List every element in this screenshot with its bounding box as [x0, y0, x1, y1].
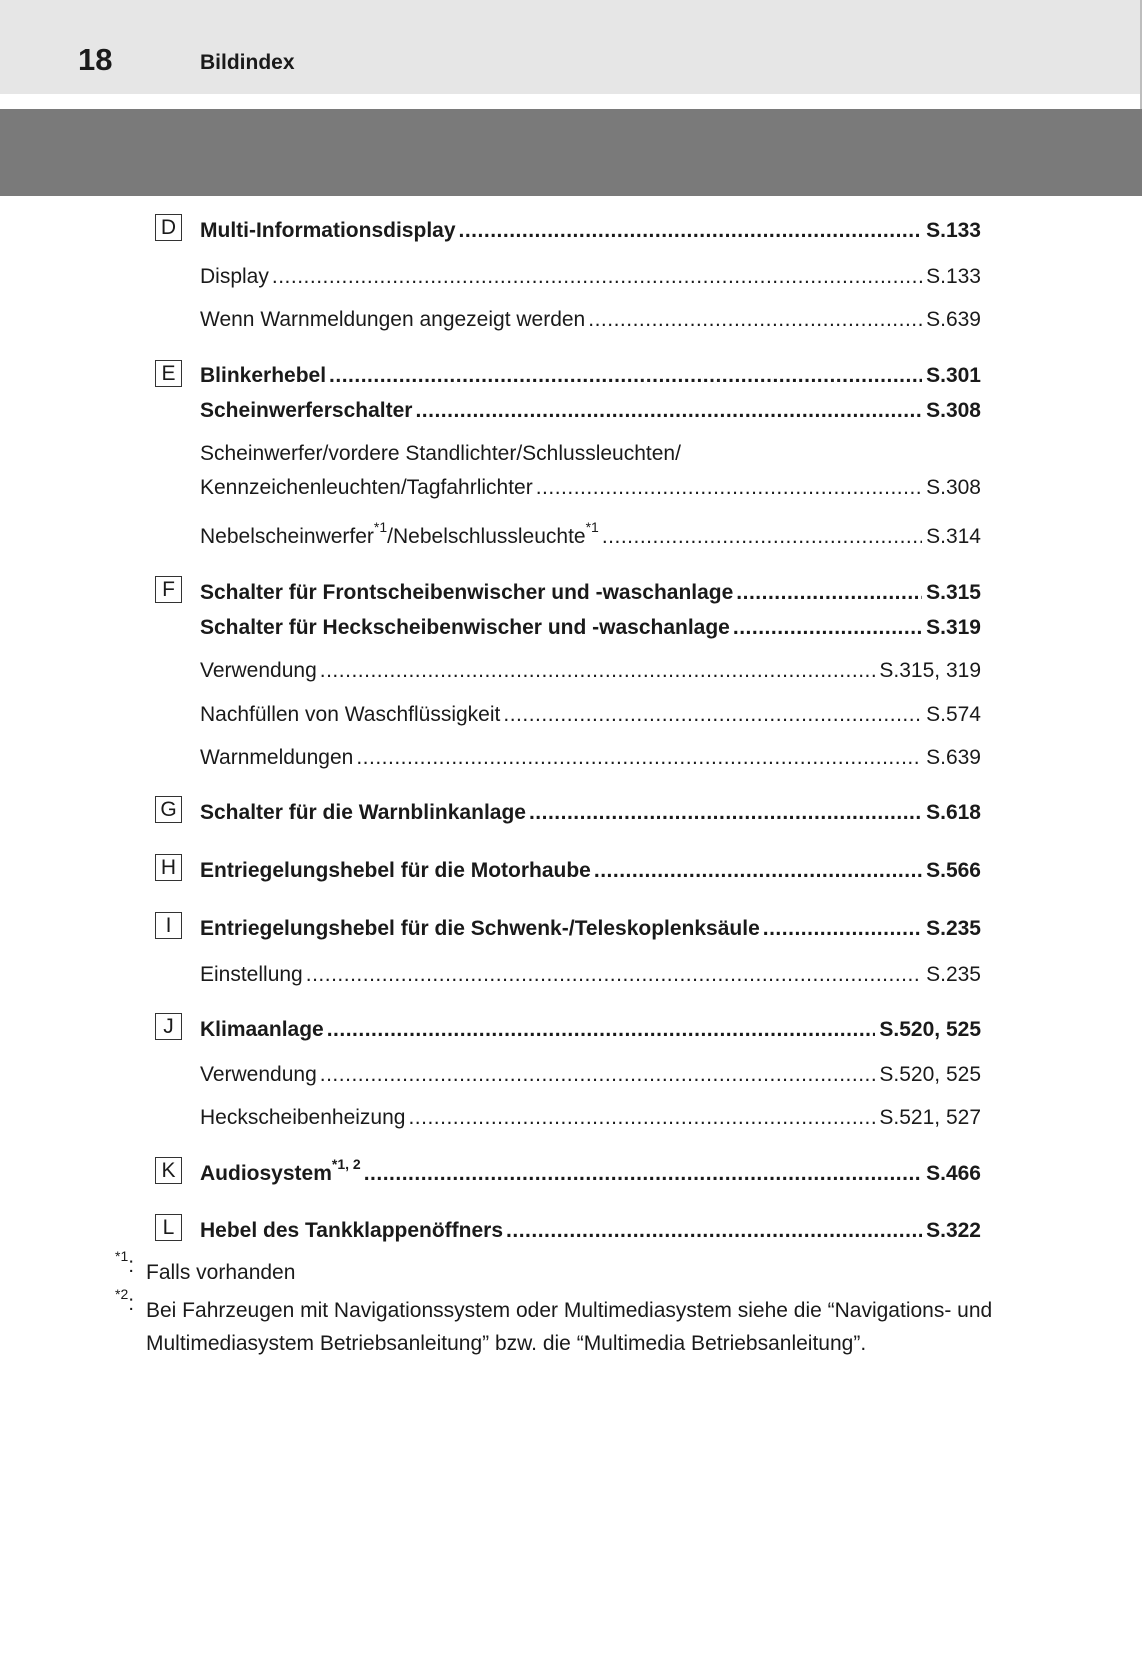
index-entry-main [200, 914, 981, 942]
entry-title [200, 1156, 361, 1187]
illustration-band [0, 109, 1142, 196]
footnote-text: Falls vorhanden [146, 1261, 296, 1284]
dot-leader [459, 218, 923, 244]
entry-title: Scheinwerferschalter [200, 399, 413, 422]
entry-title: Schalter für Heckscheibenwischer und -waschanlage [200, 616, 730, 639]
page-reference: S.235 [926, 917, 981, 940]
entry-title [200, 519, 599, 550]
footnote-text [146, 1294, 992, 1360]
index-entry-sub [200, 743, 981, 771]
page-reference: S.133 [926, 219, 981, 242]
page-reference: S.319 [926, 616, 981, 639]
dot-leader [408, 1105, 875, 1131]
index-entry-sub [200, 960, 981, 988]
dot-leader [536, 475, 922, 501]
dot-leader [327, 1017, 876, 1043]
entry-title: Verwendung [200, 659, 317, 682]
page-header [0, 0, 1142, 94]
entry-title: Blinkerhebel [200, 364, 327, 387]
dot-leader [306, 962, 922, 988]
entry-title: Nachfüllen von Waschflüssigkeit [200, 703, 501, 726]
entry-title: Einstellung [200, 963, 303, 986]
entry-title-line1: Scheinwerfer/vordere Standlichter/Schlussleuchten/ [200, 442, 681, 465]
page-reference: S.521, 527 [879, 1106, 981, 1129]
dot-leader [763, 916, 922, 942]
index-letter-g: G [155, 796, 182, 823]
index-letter-j: J [155, 1013, 182, 1040]
dot-leader [320, 1062, 876, 1088]
index-letter-l: L [155, 1214, 182, 1241]
page-reference: S.618 [926, 801, 981, 824]
index-entry-sub [200, 519, 981, 550]
entry-title-part: Nebelscheinwerfer [200, 525, 374, 548]
index-letter-d: D [155, 214, 182, 241]
entry-title: Schalter für die Warnblinkanlage [200, 801, 526, 824]
index-entry-main [200, 216, 981, 244]
dot-leader [272, 264, 922, 290]
page-reference: S.466 [926, 1162, 981, 1185]
entry-title: Multi-Informationsdisplay [200, 219, 456, 242]
index-entry-sub [200, 700, 981, 728]
index-entry-main [200, 1156, 981, 1187]
dot-leader [415, 398, 922, 424]
entry-title: Verwendung [200, 1063, 317, 1086]
index-entry-main [200, 396, 981, 424]
footnote-line: Bei Fahrzeugen mit Navigationssystem oder Multimediasystem siehe die “Navigations- und [146, 1299, 993, 1322]
page-reference: S.308 [926, 476, 981, 499]
dot-leader [506, 1218, 922, 1244]
entry-title-part: /Nebelschlussleuchte [387, 525, 586, 548]
dot-leader [588, 307, 922, 333]
footnote-mark: $^{*2}$: [115, 1286, 135, 1315]
index-entry-main [200, 798, 981, 826]
entry-title: Wenn Warnmeldungen angezeigt werden [200, 308, 586, 331]
index-entry-main [200, 361, 981, 389]
entry-title: Klimaanlage [200, 1018, 324, 1041]
dot-leader [736, 580, 922, 606]
index-entry-sub [200, 262, 981, 290]
index-entry-main [200, 613, 981, 641]
index-letter-f: F [155, 576, 182, 603]
page-reference: S.308 [926, 399, 981, 422]
footnote-mark: $^{*1}$: [115, 1248, 135, 1277]
index-entry-sub [200, 1103, 981, 1131]
index-letter-e: E [155, 360, 182, 387]
page-reference: S.315 [926, 581, 981, 604]
footnote-symbol: *2 [115, 1286, 129, 1302]
dot-leader [364, 1161, 922, 1187]
entry-title: Heckscheibenheizung [200, 1106, 406, 1129]
page-reference: S.315, 319 [879, 659, 981, 682]
index-entry-sub [200, 305, 981, 333]
page-reference: S.574 [926, 703, 981, 726]
footnote-ref: *1 [585, 519, 599, 535]
page-reference: S.235 [926, 963, 981, 986]
entry-title: Hebel des Tankklappenöffners [200, 1219, 504, 1242]
entry-title: Entriegelungshebel für die Motorhaube [200, 859, 591, 882]
entry-title: Warnmeldungen [200, 746, 354, 769]
index-letter-k: K [155, 1157, 182, 1184]
footnote-symbol: *1 [115, 1248, 129, 1264]
section-title: Bildindex [200, 51, 295, 74]
index-entry-main [200, 578, 981, 606]
entry-title: Display [200, 265, 269, 288]
index-entry-main [200, 1015, 981, 1043]
index-entry-main [200, 856, 981, 884]
page-reference: S.322 [926, 1219, 981, 1242]
footnote-line: Multimediasystem Betriebsanleitung” bzw. die “Multimedia Betriebsanleitung”. [146, 1332, 867, 1355]
index-entry-main [200, 1216, 981, 1244]
entry-title: Kennzeichenleuchten/Tagfahrlichter [200, 476, 533, 499]
page-reference: S.133 [926, 265, 981, 288]
index-entry-sub [200, 1060, 981, 1088]
index-letter-i: I [155, 912, 182, 939]
entry-title-part: Audiosystem [200, 1162, 332, 1185]
index-letter-h: H [155, 854, 182, 881]
page-reference: S.639 [926, 308, 981, 331]
dot-leader [329, 363, 922, 389]
dot-leader [602, 524, 922, 550]
page-reference: S.566 [926, 859, 981, 882]
index-entry-sub [200, 473, 981, 501]
index-entry-sub [200, 656, 981, 684]
entry-title: Entriegelungshebel für die Schwenk-/Teleskoplenksäule [200, 917, 760, 940]
dot-leader [503, 702, 922, 728]
page-reference: S.520, 525 [879, 1018, 981, 1041]
footnote-ref: *1, 2 [331, 1156, 361, 1172]
page-reference: S.520, 525 [879, 1063, 981, 1086]
dot-leader [733, 615, 922, 641]
page-reference: S.639 [926, 746, 981, 769]
page-reference: S.314 [926, 525, 981, 548]
footnote-ref: *1 [373, 519, 388, 535]
page-reference: S.301 [926, 364, 981, 387]
dot-leader [356, 745, 922, 771]
dot-leader [594, 858, 922, 884]
dot-leader [529, 800, 922, 826]
page-number: 18 [78, 42, 113, 77]
dot-leader [320, 658, 876, 684]
entry-title: Schalter für Frontscheibenwischer und -waschanlage [200, 581, 734, 604]
